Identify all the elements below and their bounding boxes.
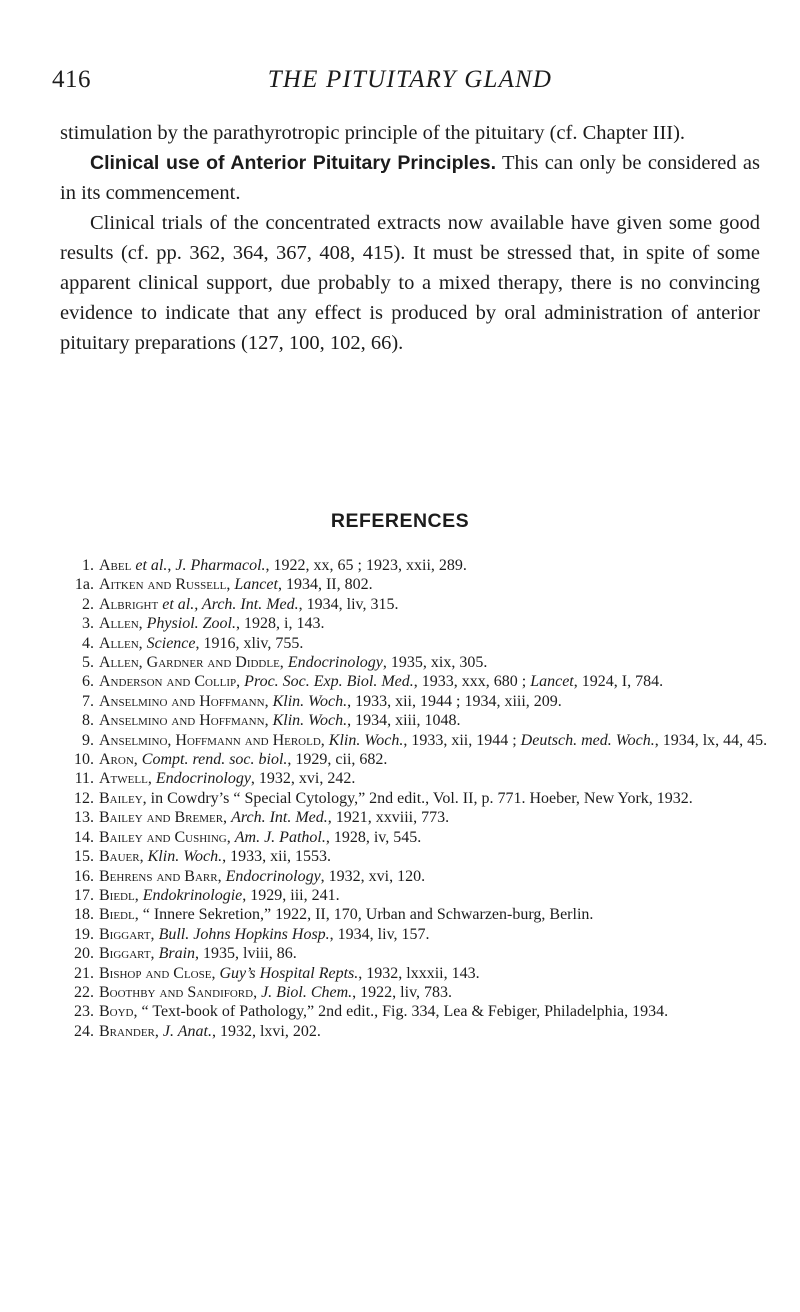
- reference-item: [60, 692, 772, 711]
- reference-source: Science: [146, 634, 196, 652]
- reference-authors: Atwell,: [99, 770, 156, 788]
- reference-number: 23.: [74, 1003, 94, 1021]
- reference-authors: Bishop and Close,: [99, 964, 220, 982]
- reference-details: , 1929, iii, 241.: [242, 886, 340, 904]
- reference-number: 15.: [74, 848, 94, 866]
- reference-item: [60, 731, 772, 750]
- reference-authors: Biggart,: [99, 925, 159, 943]
- running-title: THE PITUITARY GLAND: [267, 66, 553, 93]
- reference-details: , 1934, lx, 44, 45.: [654, 731, 768, 749]
- reference-details: in Cowdry’s “ Special Cytology,” 2nd edit., Vol. II, p. 771. Hoeber, New York, 1932.: [150, 789, 693, 807]
- reference-source: Endokrinologie: [142, 886, 243, 904]
- references-list: [60, 556, 772, 1041]
- reference-item: [60, 886, 772, 905]
- reference-details: , 1935, xix, 305.: [382, 654, 488, 672]
- reference-item: [60, 1002, 772, 1021]
- reference-number: 8.: [82, 712, 94, 730]
- reference-authors: Abel: [99, 557, 136, 574]
- reference-authors: Biedl,: [99, 906, 143, 924]
- reference-item: [60, 905, 772, 924]
- reference-details: , 1932, lxvi, 202.: [211, 1022, 321, 1040]
- reference-source: Lancet: [530, 673, 574, 691]
- reference-number: 20.: [74, 945, 94, 963]
- reference-number: 5.: [82, 654, 94, 672]
- reference-number: 6.: [82, 673, 94, 691]
- reference-authors: Boyd,: [99, 1003, 142, 1021]
- reference-item: [60, 867, 772, 886]
- reference-details: , 1934, liv, 315.: [298, 595, 399, 613]
- reference-item: [60, 769, 772, 788]
- reference-authors: Behrens and Barr,: [99, 867, 226, 885]
- reference-details: , 1928, iv, 545.: [325, 828, 422, 846]
- reference-details: , 1933, xii, 1944 ;: [403, 731, 521, 749]
- reference-item: [60, 634, 772, 653]
- reference-details: , 1924, I, 784.: [573, 673, 664, 691]
- reference-authors: Bailey and Cushing,: [99, 828, 235, 846]
- reference-authors: Biedl,: [99, 886, 143, 904]
- reference-item: [60, 1022, 772, 1041]
- reference-details: , 1916, xliv, 755.: [195, 634, 304, 652]
- reference-item: [60, 614, 772, 633]
- reference-authors: Brander,: [99, 1022, 163, 1040]
- reference-number: 16.: [74, 867, 94, 885]
- reference-item: [60, 595, 772, 614]
- section-paragraph: [60, 148, 760, 208]
- reference-source: Endocrinology: [225, 867, 321, 885]
- reference-source: J. Anat.: [162, 1022, 212, 1040]
- reference-details: , 1921, xxviii, 773.: [327, 809, 450, 827]
- body-text: [60, 118, 760, 358]
- reference-item: [60, 789, 772, 808]
- reference-authors: Aitken and Russell,: [99, 576, 235, 594]
- reference-item: [60, 828, 772, 847]
- reference-details: , 1932, xvi, 242.: [250, 770, 356, 788]
- reference-number: 24.: [74, 1022, 94, 1040]
- reference-number: 17.: [74, 886, 94, 904]
- reference-item: [60, 711, 772, 730]
- reference-details: , 1934, liv, 157.: [329, 925, 430, 943]
- reference-authors: Allen, Gardner and Diddle,: [99, 654, 288, 672]
- reference-number: 11.: [74, 770, 94, 788]
- page-number: 416: [52, 66, 91, 93]
- reference-item: [60, 983, 772, 1002]
- reference-authors: Anderson and Collip,: [99, 673, 245, 691]
- reference-details: , 1929, cii, 682.: [287, 751, 388, 769]
- reference-source: Endocrinology: [155, 770, 251, 788]
- reference-source: Bull. Johns Hopkins Hosp.: [158, 925, 330, 943]
- reference-source: et al.: [135, 557, 168, 574]
- paragraph-clinical-trials: Clinical trials of the concentrated extracts now available have given some good results (cf. pp. 362, 364, 367, 408, 415). It must be stressed that, in spite of some apparent clinical support, due probably to a mixed therapy, there is no convincing evidence to indicate that any effect is produced by oral administration of anterior pituitary preparations (127, 100, 102, 66).: [60, 212, 760, 354]
- reference-details: , 1928, i, 143.: [236, 615, 325, 633]
- reference-details: , 1934, II, 802.: [277, 576, 373, 594]
- reference-source: Proc. Soc. Exp. Biol. Med.: [244, 673, 414, 691]
- reference-source: Guy’s Hospital Repts.: [219, 964, 359, 982]
- reference-details: , 1932, xvi, 120.: [320, 867, 426, 885]
- reference-item: [60, 653, 772, 672]
- reference-details: “ Innere Sekretion,” 1922, II, 170, Urban and Schwarzen-burg, Berlin.: [142, 906, 594, 924]
- reference-item: [60, 750, 772, 769]
- reference-details: , 1932, lxxxii, 143.: [358, 964, 480, 982]
- reference-number: 22.: [74, 983, 94, 1001]
- reference-item: [60, 672, 772, 691]
- reference-number: 13.: [74, 809, 94, 827]
- reference-item: [60, 944, 772, 963]
- reference-details: “ Text-book of Pathology,” 2nd edit., Fig. 334, Lea & Febiger, Philadelphia, 1934.: [141, 1003, 669, 1021]
- reference-details: , 1934, xiii, 1048.: [347, 712, 461, 730]
- reference-item: [60, 847, 772, 866]
- reference-number: 2.: [82, 595, 94, 613]
- reference-source: J. Pharmacol.: [175, 557, 266, 574]
- reference-details: , 1933, xii, 1944 ; 1934, xiii, 209.: [347, 692, 562, 710]
- reference-source: Klin. Woch.: [272, 712, 348, 730]
- reference-number: 4.: [82, 634, 94, 652]
- reference-number: 1a.: [74, 576, 94, 594]
- reference-source: J. Biol. Chem.: [261, 983, 353, 1001]
- reference-source: Lancet: [234, 576, 278, 594]
- reference-item: [60, 964, 772, 983]
- reference-details: , 1933, xxx, 680 ;: [413, 673, 531, 691]
- references-heading: REFERENCES: [330, 510, 470, 532]
- reference-authors: Boothby and Sandiford,: [99, 983, 262, 1001]
- reference-source: Brain: [158, 945, 196, 963]
- reference-authors: Albright: [99, 595, 163, 613]
- reference-number: 1.: [82, 557, 94, 574]
- reference-number: 10.: [74, 751, 94, 769]
- reference-source: Am. J. Pathol.: [234, 828, 326, 846]
- reference-authors: Anselmino and Hoffmann,: [99, 712, 273, 730]
- paragraph-continuation: stimulation by the parathyrotropic principle of the pituitary (cf. Chapter III).: [60, 122, 686, 144]
- reference-number: 7.: [82, 692, 94, 710]
- running-header: [52, 66, 768, 100]
- section-heading: Clinical use of Anterior Pituitary Principles.: [90, 152, 497, 174]
- reference-number: 21.: [74, 964, 94, 982]
- reference-number: 19.: [74, 925, 94, 943]
- reference-source: Deutsch. med. Woch.: [520, 731, 655, 749]
- reference-source: Physiol. Zool.: [146, 615, 236, 633]
- reference-details: , 1922, xx, 65 ; 1923, xxii, 289.: [265, 557, 467, 574]
- reference-authors: Biggart,: [99, 945, 159, 963]
- reference-number: 3.: [82, 615, 94, 633]
- reference-authors: Anselmino, Hoffmann and Herold,: [99, 731, 329, 749]
- reference-number: 12.: [74, 789, 94, 807]
- reference-number: 18.: [74, 906, 94, 924]
- reference-number: 14.: [74, 828, 94, 846]
- reference-number: 9.: [82, 731, 94, 749]
- reference-source: Klin. Woch.: [147, 848, 223, 866]
- reference-authors: Anselmino and Hoffmann,: [99, 692, 273, 710]
- reference-source: Endocrinology: [287, 654, 383, 672]
- reference-authors: Aron,: [99, 751, 142, 769]
- reference-item: [60, 556, 772, 575]
- reference-authors: Allen,: [99, 634, 147, 652]
- reference-authors: Bailey,: [99, 789, 151, 807]
- reference-source: Arch. Int. Med.: [231, 809, 328, 827]
- reference-authors: Bauer,: [99, 848, 148, 866]
- reference-details: , 1933, xii, 1553.: [222, 848, 332, 866]
- reference-source: Compt. rend. soc. biol.: [141, 751, 288, 769]
- reference-authors: Bailey and Bremer,: [99, 809, 232, 827]
- reference-source: et al., Arch. Int. Med.: [162, 595, 299, 613]
- reference-source: Klin. Woch.: [272, 692, 348, 710]
- reference-authors: Allen,: [99, 615, 147, 633]
- reference-item: [60, 575, 772, 594]
- section-paragraph-text: This can only be considered as in its commencement.: [60, 152, 760, 204]
- reference-details: ,: [167, 557, 176, 574]
- reference-source: Klin. Woch.: [328, 731, 404, 749]
- reference-item: [60, 808, 772, 827]
- reference-details: , 1922, liv, 783.: [352, 983, 453, 1001]
- reference-details: , 1935, lviii, 86.: [195, 945, 297, 963]
- reference-item: [60, 925, 772, 944]
